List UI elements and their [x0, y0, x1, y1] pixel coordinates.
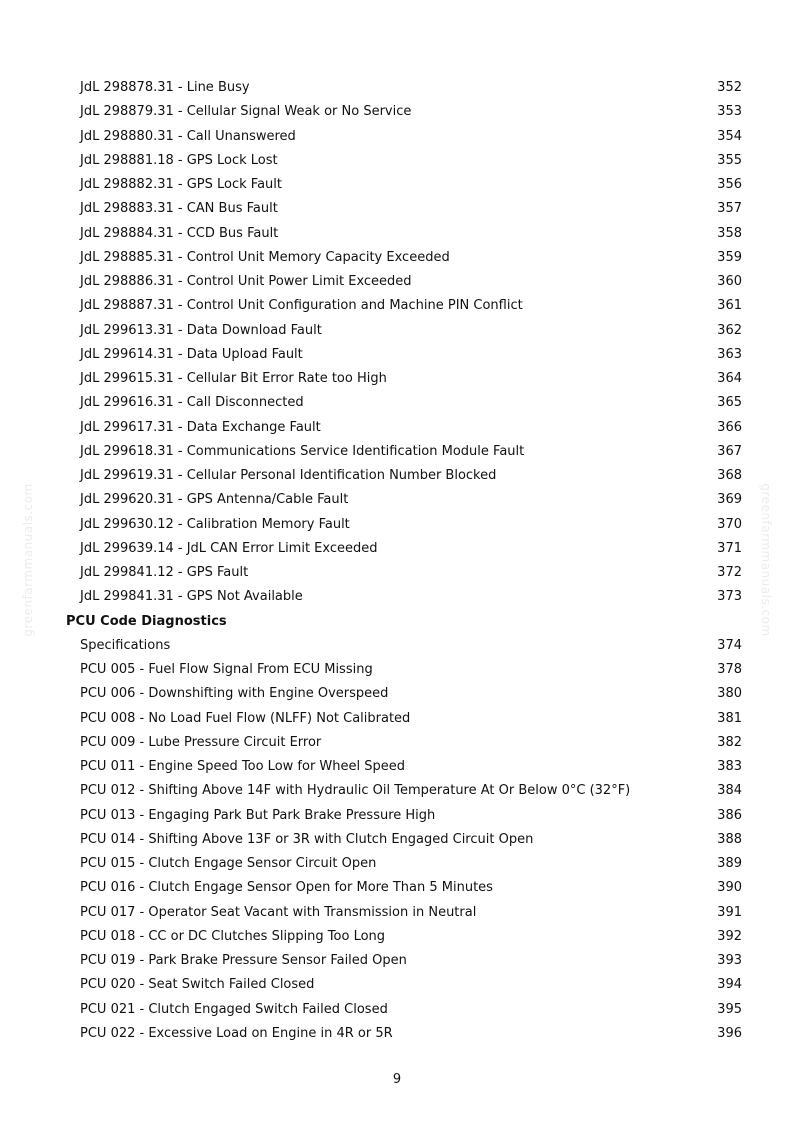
entry-title: JdL 299619.31 - Cellular Personal Identification Number Blocked [80, 468, 497, 483]
entry-title: PCU 008 - No Load Fuel Flow (NLFF) Not Calibrated [80, 710, 411, 726]
entry-page-number: 394 [717, 977, 742, 993]
entry-page-number: 353 [717, 104, 742, 120]
entry-page-number: 366 [717, 419, 742, 435]
entry-page-number: 370 [717, 516, 742, 532]
entry-title: JdL 299616.31 - Call Disconnected [80, 395, 304, 411]
entry-title: PCU 018 - CC or DC Clutches Slipping Too Long [80, 928, 386, 944]
entry-title: PCU 015 - Clutch Engage Sensor Circuit Open [80, 856, 377, 871]
entry-title: PCU 011 - Engine Speed Too Low for Wheel Speed [80, 759, 405, 774]
entry-page-number: 371 [717, 540, 742, 556]
toc-entry[interactable] [0, 707, 794, 731]
entry-page-number: 389 [717, 856, 742, 871]
entry-page-number: 358 [717, 225, 742, 241]
toc-entry[interactable] [0, 367, 794, 391]
entry-page-number: 368 [717, 468, 742, 483]
entry-page-number: 395 [717, 1001, 742, 1017]
entry-title: PCU 019 - Park Brake Pressure Sensor Failed Open [80, 953, 407, 968]
entry-page-number: 355 [717, 152, 742, 168]
section-title: PCU Code Diagnostics [66, 613, 227, 629]
entry-page-number: 352 [717, 80, 742, 95]
toc-entry[interactable] [0, 416, 794, 440]
toc-entry[interactable] [0, 125, 794, 149]
entry-page-number: 391 [717, 904, 742, 920]
toc-entry[interactable] [0, 294, 794, 318]
toc-entry[interactable] [0, 391, 794, 415]
toc-entry[interactable] [0, 658, 794, 682]
toc-entry[interactable] [0, 319, 794, 343]
entry-page-number: 361 [717, 298, 742, 314]
entry-page-number: 360 [717, 274, 742, 289]
entry-page-number: 386 [717, 807, 742, 823]
entry-page-number: 380 [717, 686, 742, 702]
toc-entry[interactable] [0, 731, 794, 755]
entry-page-number: 383 [717, 759, 742, 774]
toc-entry[interactable] [0, 100, 794, 124]
entry-title: PCU 020 - Seat Switch Failed Closed [80, 977, 315, 993]
entry-page-number: 372 [717, 565, 742, 580]
toc-entry[interactable] [0, 755, 794, 779]
entry-page-number: 357 [717, 201, 742, 217]
toc-entry[interactable] [0, 901, 794, 925]
entry-page-number: 359 [717, 249, 742, 265]
entry-title: JdL 299618.31 - Communications Service Identification Module Fault [80, 443, 525, 459]
entry-title: JdL 299620.31 - GPS Antenna/Cable Fault [80, 492, 349, 508]
entry-page-number: 393 [717, 953, 742, 968]
entry-page-number: 365 [717, 395, 742, 411]
entry-title: JdL 298883.31 - CAN Bus Fault [80, 201, 278, 217]
toc-entry[interactable] [0, 173, 794, 197]
entry-page-number: 369 [717, 492, 742, 508]
toc-entry[interactable] [0, 561, 794, 585]
entry-title: PCU 016 - Clutch Engage Sensor Open for More Than 5 Minutes [80, 880, 493, 896]
entry-title: PCU 006 - Downshifting with Engine Overspeed [80, 686, 389, 702]
toc-entry[interactable] [0, 682, 794, 706]
toc-entry[interactable] [0, 973, 794, 997]
toc-entry[interactable] [0, 949, 794, 973]
toc-entry[interactable] [0, 1022, 794, 1046]
toc-entry[interactable] [0, 343, 794, 367]
entry-page-number: 396 [717, 1025, 742, 1041]
toc-entry[interactable] [0, 852, 794, 876]
watermark-left: greenfarmmanuals.com [21, 483, 35, 637]
entry-title: PCU 014 - Shifting Above 13F or 3R with Clutch Engaged Circuit Open [80, 831, 534, 847]
toc-entry[interactable] [0, 246, 794, 270]
toc-entry[interactable] [0, 440, 794, 464]
toc-entry[interactable] [0, 998, 794, 1022]
entry-title: PCU 022 - Excessive Load on Engine in 4R or 5R [80, 1025, 393, 1041]
entry-page-number: 384 [717, 783, 742, 799]
toc-entry[interactable] [0, 585, 794, 609]
toc-entry[interactable] [0, 149, 794, 173]
toc-entry[interactable] [0, 222, 794, 246]
entry-title: JdL 298885.31 - Control Unit Memory Capacity Exceeded [80, 249, 450, 265]
toc-entry[interactable] [0, 537, 794, 561]
entry-page-number: 356 [717, 177, 742, 192]
entry-title: JdL 299614.31 - Data Upload Fault [80, 346, 303, 362]
toc-entry[interactable] [0, 828, 794, 852]
entry-title: JdL 298880.31 - Call Unanswered [80, 128, 296, 144]
toc-entry[interactable] [0, 634, 794, 658]
entry-title: JdL 298887.31 - Control Unit Configuration and Machine PIN Conflict [80, 298, 523, 314]
toc-entry[interactable] [0, 76, 794, 100]
entry-title: JdL 298879.31 - Cellular Signal Weak or No Service [80, 104, 412, 120]
entry-title: PCU 005 - Fuel Flow Signal From ECU Missing [80, 662, 373, 677]
entry-title: JdL 298882.31 - GPS Lock Fault [80, 177, 282, 192]
entry-title: PCU 013 - Engaging Park But Park Brake Pressure High [80, 807, 436, 823]
entry-page-number: 381 [717, 710, 742, 726]
entry-page-number: 362 [717, 322, 742, 338]
entry-page-number: 374 [717, 637, 742, 653]
entry-page-number: 373 [717, 589, 742, 605]
entry-title: JdL 298881.18 - GPS Lock Lost [80, 152, 278, 168]
watermark-right: greenfarmmanuals.com [759, 483, 773, 637]
entry-title: JdL 299615.31 - Cellular Bit Error Rate too High [80, 371, 387, 386]
entry-title: PCU 017 - Operator Seat Vacant with Transmission in Neutral [80, 904, 477, 920]
entry-title: JdL 299639.14 - JdL CAN Error Limit Exceeded [80, 540, 378, 556]
entry-title: PCU 021 - Clutch Engaged Switch Failed Closed [80, 1001, 388, 1017]
toc-entry[interactable] [0, 197, 794, 221]
entry-title: JdL 299841.31 - GPS Not Available [80, 589, 303, 605]
entry-page-number: 390 [717, 880, 742, 896]
entry-title: Specifications [80, 637, 171, 653]
entry-title: PCU 012 - Shifting Above 14F with Hydraulic Oil Temperature At Or Below 0°C (32°F) [80, 783, 631, 799]
entry-page-number: 388 [717, 831, 742, 847]
toc-entry[interactable] [0, 488, 794, 512]
toc-section-heading [0, 610, 794, 634]
toc-entry[interactable] [0, 513, 794, 537]
entry-title: JdL 299617.31 - Data Exchange Fault [80, 419, 321, 435]
entry-page-number: 382 [717, 734, 742, 750]
entry-title: PCU 009 - Lube Pressure Circuit Error [80, 734, 322, 750]
toc-entry[interactable] [0, 464, 794, 488]
toc-entry[interactable] [0, 270, 794, 294]
entry-page-number: 363 [717, 346, 742, 362]
page-number: 9 [392, 1072, 402, 1087]
entry-title: JdL 298878.31 - Line Busy [80, 80, 250, 95]
entry-title: JdL 299630.12 - Calibration Memory Fault [80, 516, 350, 532]
entry-title: JdL 299841.12 - GPS Fault [80, 565, 249, 580]
entry-title: JdL 298886.31 - Control Unit Power Limit Exceeded [80, 274, 412, 289]
entry-page-number: 367 [717, 443, 742, 459]
entry-page-number: 354 [717, 128, 742, 144]
toc-entry[interactable] [0, 804, 794, 828]
entry-title: JdL 298884.31 - CCD Bus Fault [80, 225, 279, 241]
toc-entry[interactable] [0, 925, 794, 949]
entry-page-number: 378 [717, 662, 742, 677]
entry-page-number: 364 [717, 371, 742, 386]
toc-entry[interactable] [0, 779, 794, 803]
entry-page-number: 392 [717, 928, 742, 944]
toc-entry[interactable] [0, 876, 794, 900]
entry-title: JdL 299613.31 - Data Download Fault [80, 322, 322, 338]
